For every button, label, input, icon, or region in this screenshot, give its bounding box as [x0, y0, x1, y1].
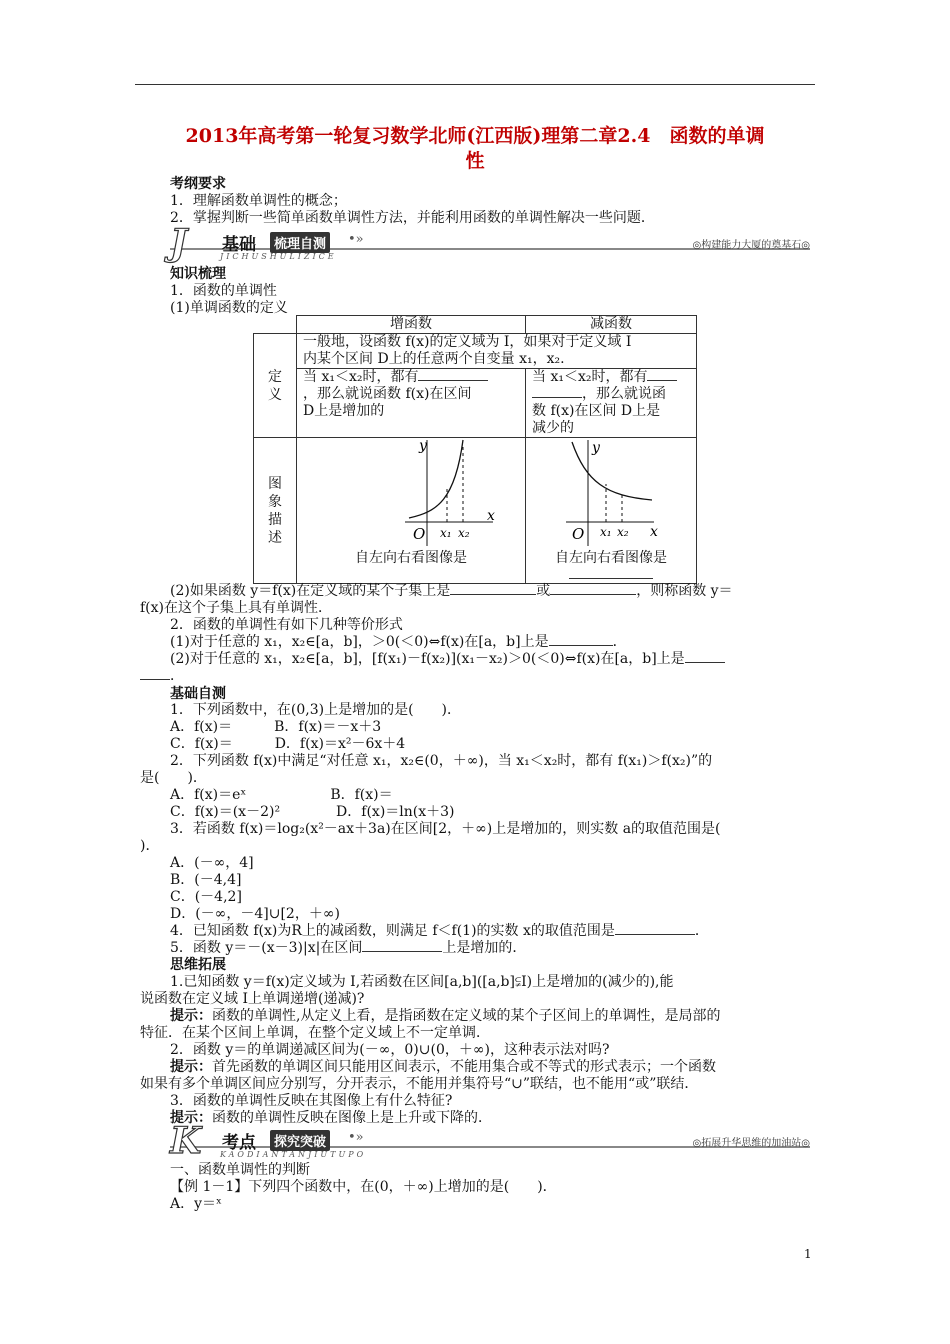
banner-jichu	[170, 222, 810, 264]
question-5-end: 上是增加的．	[442, 940, 527, 956]
dec-def-line-2: ，那么就说函	[582, 386, 666, 402]
definition-table	[253, 315, 697, 584]
banner-arrow-icon: •»	[348, 232, 364, 247]
hint-label: 提示：	[170, 1059, 212, 1075]
zsls-item-1: 1．函数的单调性	[170, 283, 277, 299]
table-header-row	[254, 316, 697, 334]
hint-label: 提示：	[170, 1008, 212, 1024]
think-2-hint-continued: 如果有多个单调区间应分别写，分开表示，不能用并集符号“∪”联结，也不能用“或”联结．	[140, 1076, 699, 1092]
question-3-option-b: B．(－4,4]	[170, 872, 242, 888]
dec-axis-x-label: x	[650, 524, 658, 540]
banner-kaodian	[170, 1120, 810, 1162]
blank	[532, 397, 582, 398]
para2-line-1: (2)如果函数 y＝f(x)在定义域的某个子集上是	[170, 583, 451, 599]
dec-caption: 自左向右看图像是	[555, 550, 667, 566]
dec-curve	[572, 442, 652, 500]
think-1-hint: 函数的单调性,从定义上看，是指函数在定义域的某个子区间上的单调性，是局部的	[212, 1008, 721, 1024]
question-1: 1．下列函数中，在(0,3)上是增加的是( )．	[170, 702, 462, 718]
banner-title: 基础	[222, 235, 256, 255]
banner-title: 考点	[222, 1133, 256, 1153]
row-label-definition: 定义	[268, 368, 282, 403]
para2-line-2: f(x)在这个子集上具有单调性．	[140, 600, 333, 616]
increasing-graph-svg	[297, 438, 523, 550]
think-3: 3．函数的单调性反映在其图像上有什么特征?	[170, 1093, 453, 1109]
question-3-option-c: C．(－4,2]	[170, 889, 242, 905]
requirement-2: 2．掌握判断一些简单函数单调性方法，并能利用函数的单调性解决一些问题．	[170, 210, 655, 226]
inc-def-line-3: D上是增加的	[303, 403, 385, 419]
section-heading-zsls: 知识梳理	[170, 266, 226, 282]
section-heading-kgyq: 考纲要求	[170, 176, 226, 192]
inc-axis-y-label: y	[419, 438, 427, 454]
think-3-hint: 函数的单调性反映在图像上是上升或下降的．	[212, 1110, 492, 1126]
question-1-options-ab: A．f(x)＝ B．f(x)＝－x＋3	[170, 719, 382, 735]
part-1-heading: 一、函数单调性的判断	[170, 1162, 310, 1178]
inc-def-line-1: 当 x₁＜x₂时，都有	[303, 369, 419, 385]
page-number: 1	[804, 1247, 812, 1261]
think-1-hint-continued: 特征．在某个区间上单调，在整个定义域上不一定单调．	[140, 1025, 490, 1041]
item-2-2: (2)对于任意的 x₁，x₂∈[a，b]，[f(x₁)－f(x₂)](x₁－x₂)＞0(＜0)⇔f(x)在[a，b]上是	[170, 651, 685, 667]
para2-or: 或	[536, 583, 551, 599]
inc-def-line-2: ，那么就说函数 f(x)在区间	[303, 386, 472, 402]
question-3-continued: )．	[140, 838, 160, 854]
header-decreasing: 减函数	[526, 316, 697, 334]
question-1-options-cd: C．f(x)＝ D．f(x)＝x²－6x＋4	[170, 736, 406, 752]
dec-x2-label: x₂	[617, 525, 629, 539]
page-title: 2013年高考第一轮复习数学北师(江西版)理第二章2.4 函数的单调	[185, 125, 765, 147]
increasing-graph	[297, 438, 523, 550]
dec-def-line-1: 当 x₁＜x₂时，都有	[532, 369, 648, 385]
example-1-1: 【例 1－1】下列四个函数中，在(0，＋∞)上增加的是( )．	[170, 1179, 557, 1195]
definition-detail-row	[254, 369, 697, 438]
dec-def-line-3: 数 f(x)在区间 D上是	[532, 403, 661, 419]
blank	[418, 380, 488, 381]
definition-common-line-2: 内某个区间 D上的任意两个自变量 x₁，x₂.	[303, 351, 565, 367]
section-heading-jczc: 基础自测	[170, 686, 226, 702]
graph-row	[254, 438, 697, 584]
definition-common-row	[254, 334, 697, 369]
section-heading-swtz: 思维拓展	[170, 957, 226, 973]
banner-tag: 梳理自测	[270, 232, 330, 253]
think-2: 2．函数 y＝的单调递减区间为(－∞，0)∪(0，＋∞)，这种表示法对吗?	[170, 1042, 610, 1058]
example-1-1-option-a: A．y＝ˣ	[170, 1196, 222, 1212]
question-2-continued: 是( )．	[140, 770, 207, 786]
dec-x1-label: x₁	[600, 525, 612, 539]
question-5: 5．函数 y＝－(x－3)|x|在区间	[170, 940, 363, 956]
banner-pinyin: JICHUSHULIZICE	[220, 252, 337, 261]
question-4: 4．已知函数 f(x)为R上的减函数，则满足 f＜f(1)的实数 x的取值范围是	[170, 923, 615, 939]
dec-origin-label: O	[572, 525, 585, 543]
item-2: 2．函数的单调性有如下几种等价形式	[170, 617, 403, 633]
header-rule	[135, 84, 815, 85]
dec-axis-y-label: y	[592, 440, 600, 456]
question-2: 2．下列函数 f(x)中满足“对任意 x₁，x₂∈(0，＋∞)，当 x₁＜x₂时，都有 f(x₁)＞f(x₂)”的	[170, 753, 713, 769]
page-title-continued: 性	[465, 150, 485, 172]
dec-def-line-4: 减少的	[532, 420, 574, 436]
banner-pinyin: KAODIANTANJIUTUPO	[220, 1150, 367, 1159]
banner-tag: 探究突破	[270, 1130, 330, 1151]
definition-common-line-1: 一般地，设函数 f(x)的定义域为 I，如果对于定义域 I	[303, 334, 632, 350]
header-increasing: 增函数	[297, 316, 526, 334]
item-2-1: (1)对于任意的 x₁，x₂∈[a，b]，＞0(＜0)⇔f(x)在[a，b]上是	[170, 634, 549, 650]
question-2-options-ab: A．f(x)＝eˣ B．f(x)＝	[170, 787, 393, 803]
think-1-continued: 说函数在定义域 I上单调递增(递减)?	[140, 991, 365, 1007]
decreasing-graph-svg	[526, 438, 696, 550]
question-3-option-a: A．(－∞，4]	[170, 855, 254, 871]
inc-caption: 自左向右看图像是	[355, 550, 467, 566]
blank	[647, 380, 677, 381]
inc-x1-label: x₁	[440, 526, 452, 540]
banner-arrow-icon: •»	[348, 1130, 364, 1145]
inc-origin-label: O	[413, 525, 426, 543]
question-2-options-cd: C．f(x)＝(x－2)² D．f(x)＝ln(x＋3)	[170, 804, 455, 820]
banner-logo: K	[170, 1120, 202, 1162]
blank	[569, 578, 653, 579]
hint-label: 提示：	[170, 1110, 212, 1126]
banner-logo: J	[170, 222, 188, 264]
inc-curve	[409, 440, 463, 518]
requirement-1: 1．理解函数单调性的概念；	[170, 193, 347, 209]
inc-axis-x-label: x	[487, 508, 495, 524]
question-3-option-d: D．(－∞，－4]∪[2，＋∞)	[170, 906, 340, 922]
banner-slogan: ◎构建能力大厦的奠基石◎	[692, 240, 810, 251]
banner-slogan: ◎拓展升华思维的加油站◎	[692, 1138, 810, 1149]
decreasing-graph	[526, 438, 696, 550]
question-3: 3．若函数 f(x)＝log₂(x²－ax＋3a)在区间[2，＋∞)上是增加的，则实数 a的取值范围是(	[170, 821, 721, 837]
think-1: 1.已知函数 y＝f(x)定义域为 I,若函数在区间[a,b]([a,b]⫋I)上是增加的(减少的),能	[170, 974, 674, 990]
think-2-hint: 首先函数的单调区间只能用区间表示，不能用集合或不等式的形式表示；一个函数	[212, 1059, 716, 1075]
zsls-item-1-1: (1)单调函数的定义	[170, 300, 288, 316]
inc-x2-label: x₂	[458, 526, 470, 540]
row-label-graph: 图象描述	[268, 475, 282, 546]
para2-line-1-end: ，则称函数 y＝	[636, 583, 733, 599]
